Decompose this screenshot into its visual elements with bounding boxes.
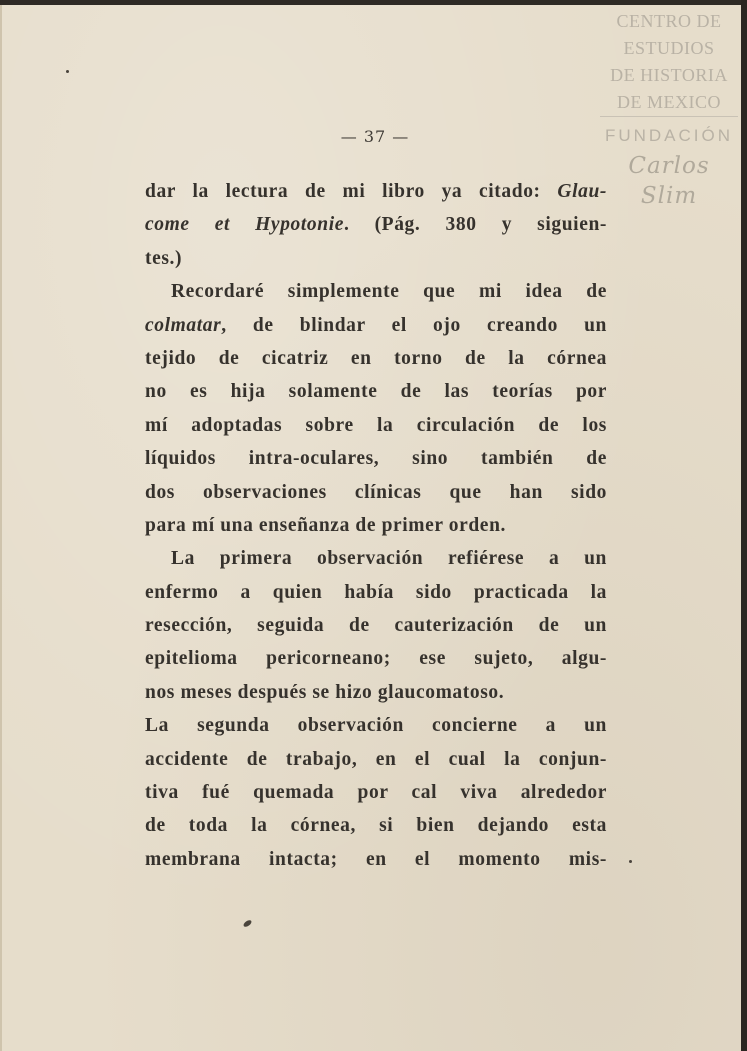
watermark-foundation: FUNDACIÓN bbox=[604, 126, 734, 145]
text-line-16: nos meses después se hizo glaucomatoso. bbox=[145, 681, 505, 703]
text-line-20: de toda la córnea, si bien dejando esta bbox=[145, 815, 607, 837]
text-line-1: dar la lectura de mi libro ya citado: Glau- bbox=[145, 181, 607, 202]
watermark-line-2: ESTUDIOS bbox=[623, 38, 715, 58]
page-edge-shadow bbox=[741, 0, 747, 1051]
text-line-7: no es hija solamente de las teorías por bbox=[145, 381, 607, 403]
text-line-12: La primera observación refiérese a un bbox=[171, 548, 607, 570]
text-line-6: tejido de cicatriz en torno de la córnea bbox=[145, 347, 607, 369]
text-line-15: epitelioma pericorneano; ese sujeto, algu- bbox=[145, 648, 607, 670]
text-line-19: tiva fué quemada por cal viva alrededor bbox=[145, 782, 607, 804]
text-line-14: resección, seguida de cauterización de un bbox=[145, 615, 607, 637]
text-line-9: líquidos intra-oculares, sino también de bbox=[145, 448, 607, 470]
text-line-13: enfermo a quien había sido practicada la bbox=[145, 581, 607, 603]
text-line-17: La segunda observación concierne a un bbox=[145, 715, 607, 737]
watermark-line-4: DE MEXICO bbox=[617, 92, 721, 112]
ink-speck bbox=[629, 860, 632, 863]
watermark-line-3: DE HISTORIA bbox=[610, 65, 728, 85]
page-number: — 37 — bbox=[340, 127, 410, 146]
text-line-4: Recordaré simplemente que mi idea de bbox=[171, 281, 607, 303]
watermark-signature: Carlos Slim bbox=[628, 153, 710, 209]
body-text bbox=[145, 175, 607, 876]
text-line-18: accidente de trabajo, en el cual la conjun- bbox=[145, 748, 607, 770]
text-line-10: dos observaciones clínicas que han sido bbox=[145, 481, 607, 503]
text-line-5: colmatar, de blindar el ojo creando un bbox=[145, 314, 607, 336]
text-line-3: tes.) bbox=[145, 247, 183, 269]
text-line-21: membrana intacta; en el momento mis- bbox=[145, 848, 607, 870]
ink-speck bbox=[66, 70, 69, 73]
watermark-line-1: CENTRO DE bbox=[616, 11, 722, 31]
text-line-8: mí adoptadas sobre la circulación de los bbox=[145, 414, 607, 436]
text-line-11: para mí una enseñanza de primer orden. bbox=[145, 514, 506, 536]
text-line-2: come et Hypotonie. (Pág. 380 y siguien- bbox=[145, 214, 607, 236]
watermark-divider bbox=[600, 116, 738, 117]
archive-watermark bbox=[598, 8, 740, 211]
